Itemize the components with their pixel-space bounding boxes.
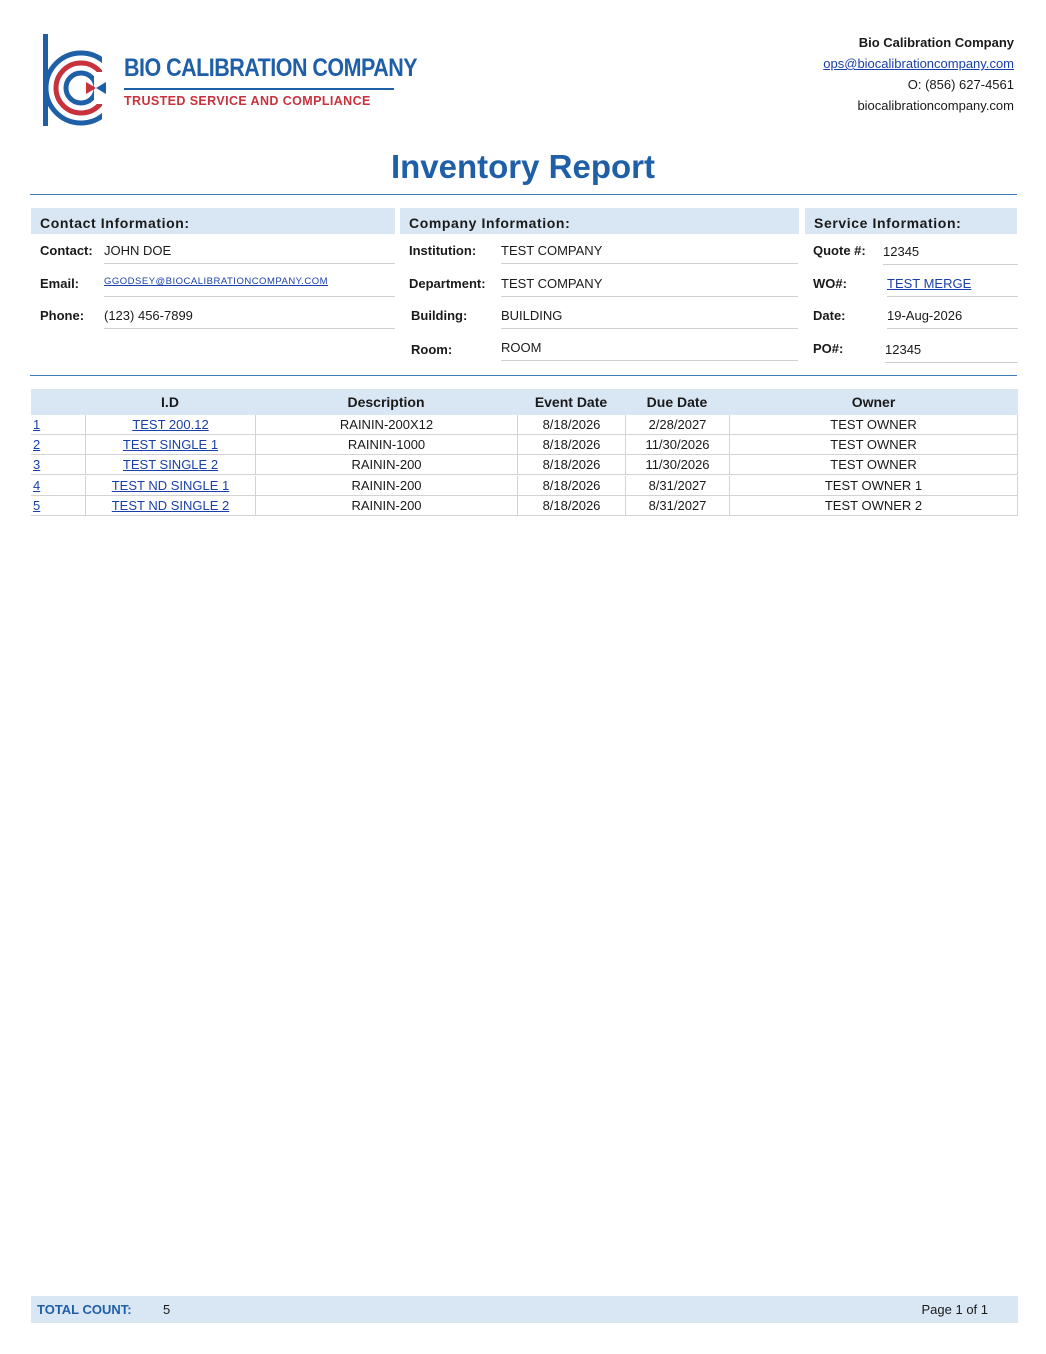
contact-information-heading: Contact Information: xyxy=(31,208,395,234)
column-header-id: I.D xyxy=(161,394,179,410)
department-label: Department: xyxy=(409,276,486,291)
company-name: Bio Calibration Company xyxy=(858,35,1014,50)
date-value: 19-Aug-2026 xyxy=(887,308,1018,329)
event-date-cell: 8/18/2026 xyxy=(517,455,625,475)
column-header-owner: Owner xyxy=(851,394,896,410)
work-order-link[interactable]: TEST MERGE xyxy=(887,276,972,291)
service-information-heading: Service Information: xyxy=(805,208,1017,234)
total-count-value: 5 xyxy=(163,1302,171,1317)
contact-email-link[interactable]: GGODSEY@BIOCALIBRATIONCOMPANY.COM xyxy=(104,276,329,287)
id-cell xyxy=(85,415,255,435)
building-value: BUILDING xyxy=(501,308,798,329)
table-row xyxy=(31,415,1018,435)
quote-row xyxy=(813,243,1018,267)
description-cell: RAININ-1000 xyxy=(255,435,517,455)
owner-cell: TEST OWNER xyxy=(729,435,1018,455)
column-header-due-date: Due Date xyxy=(646,394,708,410)
institution-label: Institution: xyxy=(409,243,477,258)
po-label: PO#: xyxy=(813,341,844,356)
table-row xyxy=(31,455,1018,475)
due-date-cell: 8/31/2027 xyxy=(625,496,729,516)
row-number-link[interactable]: 1 xyxy=(33,417,41,432)
wo-label: WO#: xyxy=(813,276,847,291)
column-header-event-date: Event Date xyxy=(534,394,608,410)
event-date-cell: 8/18/2026 xyxy=(517,476,625,496)
room-row xyxy=(409,340,799,364)
table-row xyxy=(31,496,1018,516)
event-date-cell: 8/18/2026 xyxy=(517,415,625,435)
description-cell: RAININ-200 xyxy=(255,476,517,496)
contact-label: Contact: xyxy=(40,243,93,258)
date-label: Date: xyxy=(813,308,846,323)
report-footer xyxy=(31,1296,1018,1323)
company-contact-block xyxy=(823,32,1014,116)
item-id-link[interactable]: TEST 200.12 xyxy=(132,417,209,432)
company-email-link[interactable]: ops@biocalibrationcompany.com xyxy=(823,56,1014,71)
table-row xyxy=(31,435,1018,455)
date-row xyxy=(813,308,1018,332)
row-number-link[interactable]: 4 xyxy=(33,478,41,493)
item-id-link[interactable]: TEST SINGLE 2 xyxy=(122,457,219,472)
logo-tagline: TRUSTED SERVICE AND COMPLIANCE xyxy=(124,94,371,108)
row-number-cell xyxy=(31,455,85,475)
institution-value: TEST COMPANY xyxy=(501,243,798,264)
table-row xyxy=(31,476,1018,496)
company-information-heading: Company Information: xyxy=(400,208,799,234)
row-number-cell xyxy=(31,435,85,455)
email-label: Email: xyxy=(40,276,80,291)
inventory-table-header xyxy=(31,389,1018,415)
building-row xyxy=(409,308,799,332)
id-cell xyxy=(85,476,255,496)
row-number-cell xyxy=(31,476,85,496)
id-cell xyxy=(85,496,255,516)
company-logo xyxy=(40,32,418,128)
item-id-link[interactable]: TEST ND SINGLE 1 xyxy=(111,478,230,493)
logo-divider xyxy=(124,88,394,90)
info-divider xyxy=(30,375,1017,376)
row-number-link[interactable]: 2 xyxy=(33,437,41,452)
item-id-link[interactable]: TEST SINGLE 1 xyxy=(122,437,219,452)
quote-value: 12345 xyxy=(883,244,1018,265)
room-label: Room: xyxy=(411,342,453,357)
phone-label: Phone: xyxy=(40,308,85,323)
description-cell: RAININ-200X12 xyxy=(255,415,517,435)
institution-row xyxy=(409,243,799,267)
contact-information-panel xyxy=(31,208,395,234)
row-number-cell xyxy=(31,415,85,435)
wo-value-wrapper xyxy=(887,276,1018,297)
owner-cell: TEST OWNER xyxy=(729,415,1018,435)
due-date-cell: 2/28/2027 xyxy=(625,415,729,435)
company-website: biocalibrationcompany.com xyxy=(857,98,1014,113)
row-number-cell xyxy=(31,496,85,516)
email-row xyxy=(40,276,396,300)
po-value: 12345 xyxy=(885,342,1018,363)
description-cell: RAININ-200 xyxy=(255,455,517,475)
quote-label: Quote #: xyxy=(813,243,866,258)
due-date-cell: 8/31/2027 xyxy=(625,476,729,496)
contact-row xyxy=(40,243,396,267)
title-divider xyxy=(30,194,1017,195)
po-row xyxy=(813,341,1018,365)
page-number: Page 1 of 1 xyxy=(921,1302,988,1317)
email-value-wrapper xyxy=(104,276,395,297)
total-count-label: TOTAL COUNT: xyxy=(37,1302,132,1317)
owner-cell: TEST OWNER 2 xyxy=(729,496,1018,516)
item-id-link[interactable]: TEST ND SINGLE 2 xyxy=(111,498,230,513)
logo-name: BIO CALIBRATION COMPANY xyxy=(124,54,418,82)
department-row xyxy=(409,276,799,300)
event-date-cell: 8/18/2026 xyxy=(517,435,625,455)
description-cell: RAININ-200 xyxy=(255,496,517,516)
id-cell xyxy=(85,435,255,455)
bio-calibration-logo-icon xyxy=(40,32,120,128)
owner-cell: TEST OWNER 1 xyxy=(729,476,1018,496)
row-number-link[interactable]: 5 xyxy=(33,498,41,513)
owner-cell: TEST OWNER xyxy=(729,455,1018,475)
column-header-description: Description xyxy=(347,394,425,410)
due-date-cell: 11/30/2026 xyxy=(625,455,729,475)
room-value: ROOM xyxy=(501,340,798,361)
wo-row xyxy=(813,276,1018,300)
company-phone: O: (856) 627-4561 xyxy=(907,77,1014,92)
company-information-panel xyxy=(400,208,799,234)
row-number-link[interactable]: 3 xyxy=(33,457,41,472)
service-information-panel xyxy=(805,208,1017,234)
due-date-cell: 11/30/2026 xyxy=(625,435,729,455)
page-title: Inventory Report xyxy=(390,148,656,185)
event-date-cell: 8/18/2026 xyxy=(517,496,625,516)
phone-row xyxy=(40,308,396,332)
department-value: TEST COMPANY xyxy=(501,276,798,297)
building-label: Building: xyxy=(411,308,468,323)
contact-value: JOHN DOE xyxy=(104,243,395,264)
id-cell xyxy=(85,455,255,475)
phone-value: (123) 456-7899 xyxy=(104,308,395,329)
